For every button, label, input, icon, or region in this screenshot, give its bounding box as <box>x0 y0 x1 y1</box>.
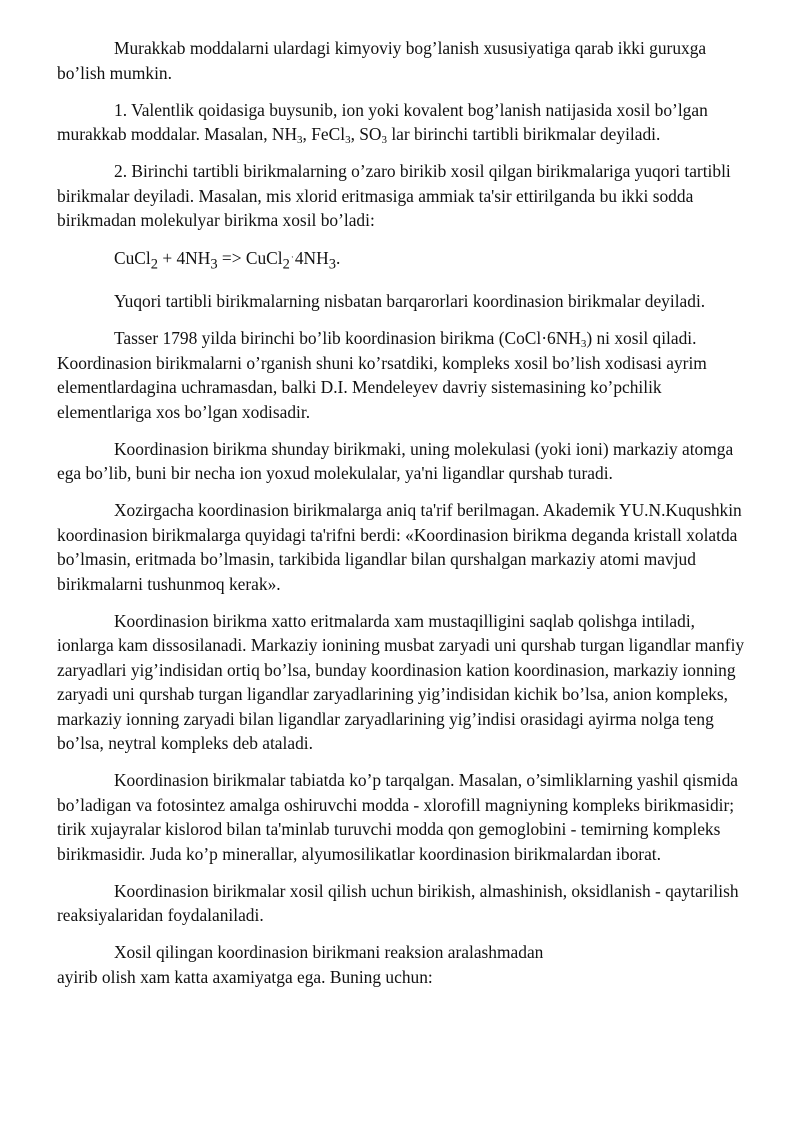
paragraph-9 <box>57 609 756 756</box>
paragraph-6-text-b: ) ni xosil qiladi. Koordinasion birikmalarni o’rganish shuni ko’rsatdiki, kompleks xosil bo’lish xodisasi ayrim elementlardagina uchramasdan, balki D.I. Mendeleyev davriy sistemasining ko’pchilik elementlariga xos bo’lgan xodisadir. <box>57 328 707 422</box>
paragraph-10 <box>57 768 756 866</box>
paragraph-2-text-a: 1. Valentlik qoidasiga buysunib, ion yoki kovalent bog’lanish natijasida xosil bo’lgan murakkab moddalar. Masalan, NH <box>57 99 708 144</box>
subscript: 3 <box>345 134 351 146</box>
paragraph-5-text: Yuqori tartibli birikmalarning nisbatan barqarorlari koordinasion birikmalar deyiladi. <box>114 291 706 312</box>
paragraph-8-text: Xozirgacha koordinasion birikmalarga aniq ta'rif berilmagan. Akademik YU.N.Kuqushkin koordinasion birikmalarga quyidagi ta'rifni berdi: «Koordinasion birikma deganda kristall xolatda bo’lmasin, eritmada bo’lmasin, tarkibida ligandlar bilan qurshalgan markaziy atomi mavjud birikmalarni tushunmoq kerak». <box>57 500 742 594</box>
formula-part: . <box>335 248 341 268</box>
paragraph-6 <box>57 326 756 424</box>
paragraph-1 <box>57 36 756 85</box>
formula-part: => CuCl <box>217 248 283 268</box>
subscript: 3 <box>381 134 387 146</box>
paragraph-11-text: Koordinasion birikmalar xosil qilish uchun birikish, almashinish, oksidlanish - qaytarilish reaksiyalaridan foydalaniladi. <box>57 880 739 926</box>
paragraph-7 <box>57 437 756 486</box>
paragraph-5 <box>57 289 756 314</box>
paragraph-2-text-d: lar birinchi tartibli birikmalar deyiladi. <box>387 124 661 144</box>
paragraph-10-text: Koordinasion birikmalar tabiatda ko’p tarqalgan. Masalan, o’simliklarning yashil qismida bo’ladigan va fotosintez amalga oshiruvchi modda - xlorofill magniyning kompleks birikmasidir; tirik xujayralar kislorod bilan ta'minlab turuvchi modda qon gemoglobini - temirning kompleks birikmasidir. Juda ko’p minerallar, alyumosilikatlar koordinasion birikmalardan iborat. <box>57 770 738 864</box>
subscript: 2 <box>150 256 158 273</box>
formula-part: CuCl <box>114 248 151 268</box>
paragraph-2-text-b: , FeCl <box>302 124 346 144</box>
formula-dot: · <box>290 252 294 262</box>
paragraph-1-text: Murakkab moddalarni ulardagi kimyoviy bog’lanish xususiyatiga qarab ikki guruxga bo’lish mumkin. <box>57 38 707 83</box>
chemical-equation <box>57 245 756 277</box>
paragraph-2-text-c: , SO <box>350 124 382 144</box>
paragraph-12 <box>57 940 756 989</box>
paragraph-3 <box>57 159 756 233</box>
formula-part: 4NH <box>294 248 329 268</box>
paragraph-8 <box>57 498 756 596</box>
subscript: 3 <box>210 256 218 273</box>
paragraph-2 <box>57 98 756 147</box>
subscript: 3 <box>297 134 303 146</box>
subscript: 2 <box>282 256 290 273</box>
subscript: 3 <box>580 338 587 351</box>
paragraph-3-text: 2. Birinchi tartibli birikmalarning o’zaro birikib xosil qilgan birikmalariga yuqori tartibli birikmalar deyiladi. Masalan, mis xlorid eritmasiga ammiak ta'sir ettirilganda bu ikki sodda birikmadan molekulyar birikma xosil bo’ladi: <box>57 161 731 230</box>
paragraph-12-line-1: Xosil qilingan koordinasion birikmani reaksion aralashmadan <box>114 942 544 963</box>
paragraph-6-text-a: Tasser 1798 yilda birinchi bo’lib koordinasion birikma (CoCl·6NH <box>114 328 581 349</box>
paragraph-11 <box>57 879 756 928</box>
paragraph-9-text: Koordinasion birikma xatto eritmalarda xam mustaqilligini saqlab qolishga intiladi, ionlarga kam dissosilanadi. Markaziy ionining musbat zaryadi uni qurshab turgan ligandlar manfiy zaryadlari yig’indisidan ortiq bo’lsa, bunday koordinasion kation koordinasion, markaziy ionning zaryadi uni qurshab turgan ligandlar zaryadlarining yig’indisidan kichik bo’lsa, anion kompleks, markaziy ionning zaryadi bilan ligandlar zaryadlarining yig’indisi orasidagi ayirma nolga teng bo’lsa, neytral kompleks deb ataladi. <box>57 610 745 754</box>
paragraph-12-line-2: ayirib olish xam katta axamiyatga ega. Buning uchun: <box>57 966 433 987</box>
subscript: 3 <box>328 256 336 273</box>
paragraph-7-text: Koordinasion birikma shunday birikmaki, uning molekulasi (yoki ioni) markaziy atomga ega bo’lib, buni bir necha ion yoxud molekulalar, ya'ni ligandlar qurshab turadi. <box>57 438 734 484</box>
formula-part: + 4NH <box>157 248 211 268</box>
